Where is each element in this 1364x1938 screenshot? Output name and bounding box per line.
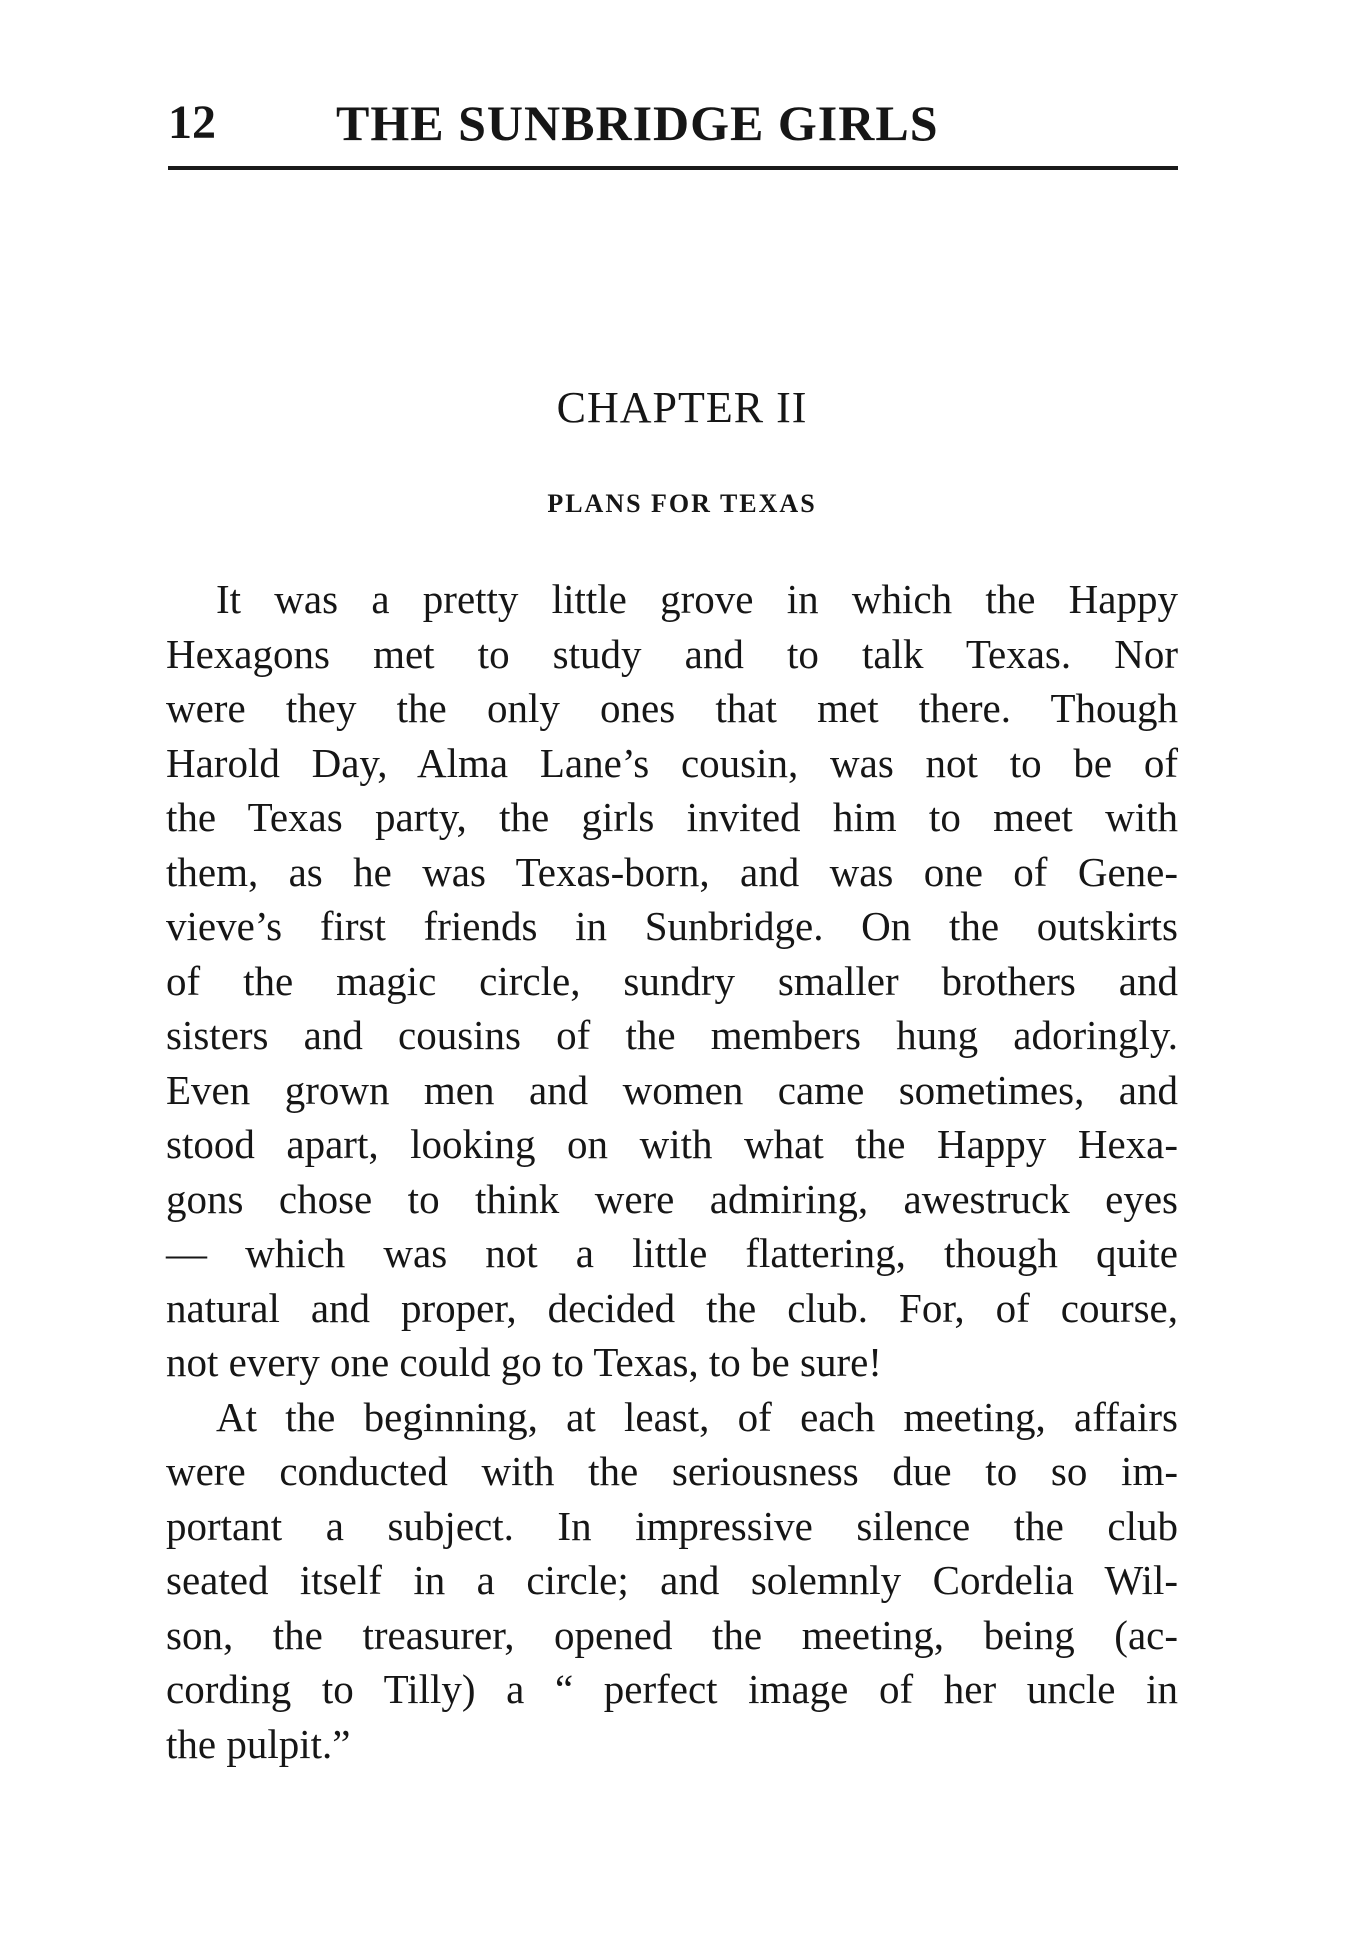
body-text [166, 572, 1178, 1771]
book-title: THE SUNBRIDGE GIRLS [336, 95, 939, 151]
text-line: the Texas party, the girls invited him to meet with [166, 794, 1178, 840]
text-line: natural and proper, decided the club. For, of course, [166, 1284, 1178, 1331]
text-line: At the beginning, at least, of each meeting, affairs [216, 1393, 1178, 1440]
running-head [168, 88, 1178, 158]
text-line: Harold Day, Alma Lane’s cousin, was not to be of [166, 739, 1178, 786]
text-line: them, as he was Texas-born, and was one of Gene- [166, 848, 1178, 895]
text-line: sisters and cousins of the members hung adoringly. [166, 1012, 1178, 1058]
text-line: vieve’s first friends in Sunbridge. On the outskirts [166, 903, 1178, 949]
text-line: seated itself in a circle; and solemnly Cordelia Wil- [166, 1557, 1178, 1603]
text-line: It was a pretty little grove in which the Happy [216, 576, 1178, 622]
text-line: of the magic circle, sundry smaller brothers and [166, 957, 1178, 1004]
chapter-heading: CHAPTER II [556, 383, 808, 432]
text-line: the pulpit.” [166, 1720, 351, 1767]
text-line: were conducted with the seriousness due to so im- [166, 1448, 1178, 1494]
header-rule [168, 166, 1178, 170]
text-line: — which was not a little flattering, though quite [166, 1230, 1178, 1276]
chapter-title: PLANS FOR TEXAS [547, 489, 817, 518]
text-line: were they the only ones that met there. Though [166, 685, 1178, 731]
text-line: son, the treasurer, opened the meeting, being (ac- [166, 1611, 1178, 1658]
text-line: cording to Tilly) a “ perfect image of her uncle in [166, 1666, 1178, 1712]
text-line: not every one could go to Texas, to be sure! [166, 1339, 882, 1385]
text-line: portant a subject. In impressive silence the club [166, 1502, 1178, 1549]
page-number: 12 [168, 96, 216, 149]
text-line: gons chose to think were admiring, awestruck eyes [166, 1175, 1178, 1222]
text-line: Even grown men and women came sometimes, and [166, 1066, 1178, 1113]
text-line: stood apart, looking on with what the Happy Hexa- [166, 1121, 1178, 1167]
text-line: Hexagons met to study and to talk Texas. Nor [166, 630, 1178, 677]
